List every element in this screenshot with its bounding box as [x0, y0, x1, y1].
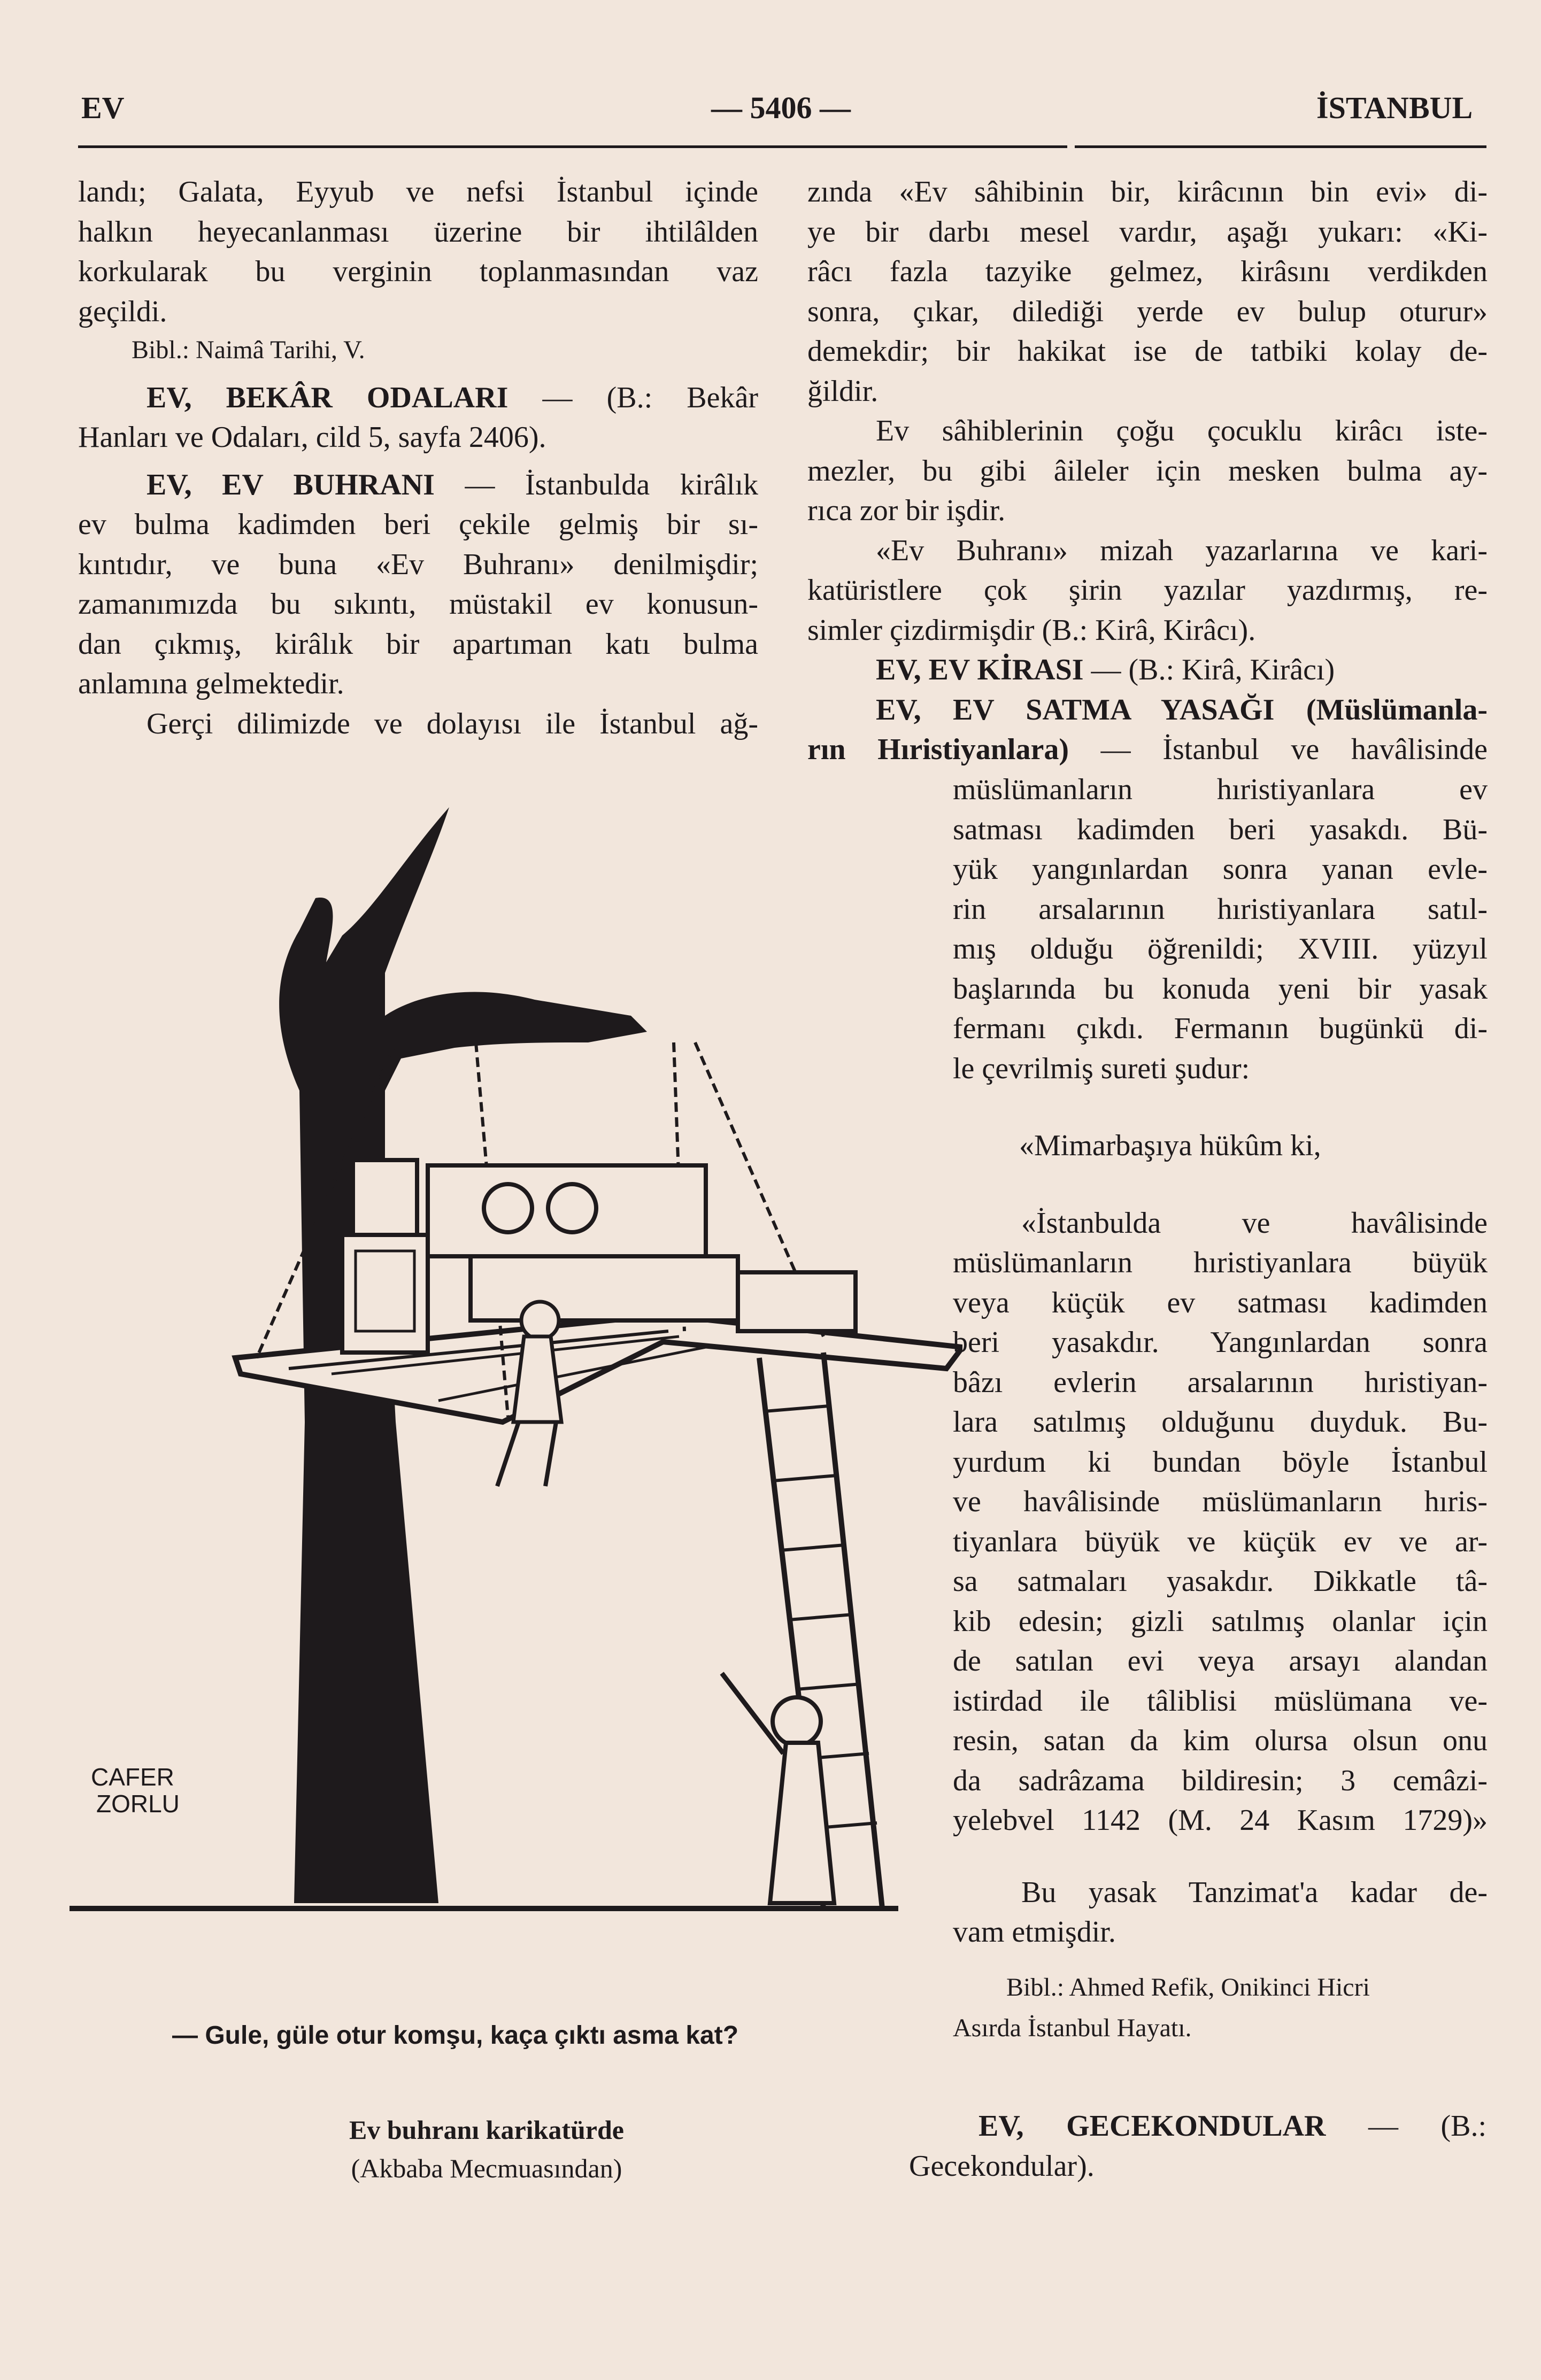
text-line: lara satılmış olduğunu duyduk. Bu- — [953, 1405, 1488, 1439]
text-line: Ev sâhiblerinin çoğu çocuklu kirâcı iste- — [876, 414, 1488, 447]
text-line: vam etmişdir. — [953, 1915, 1116, 1949]
text-line: korkularak bu verginin toplanmasından vaz — [78, 255, 758, 288]
text-line: resin, satan da kim olursa olsun onu — [953, 1724, 1488, 1757]
text-line: mezler, bu gibi âileler için mesken bulma ay- — [807, 454, 1488, 488]
text-line: sonra, çıkar, dilediği yerde ev bulup oturur» — [807, 295, 1488, 328]
text-line: yelebvel 1142 (M. 24 Kasım 1729)» — [953, 1804, 1488, 1837]
text-line: sa satmaları yasakdır. Dikkatle tâ- — [953, 1565, 1488, 1598]
text-line: yurdum ki bundan böyle İstanbul — [953, 1445, 1488, 1479]
artist-signature-line1: CAFER — [91, 1763, 174, 1791]
text-line: ve havâlisinde müslümanların hıris- — [953, 1485, 1488, 1518]
caption-title: Ev buhranı karikatürde — [349, 2115, 624, 2145]
entry-ev-satma-yasagi-title: EV, EV SATMA YASAĞI (Müslümanla- — [876, 693, 1488, 727]
entry-title: EV, EV BUHRANI — [147, 468, 435, 501]
text-line: demekdir; bir hakikat ise de tatbiki kolay de- — [807, 335, 1488, 368]
right-column-narrow — [953, 770, 1488, 1952]
text-line: ev bulma kadimden beri çekile gelmiş bir sı- — [78, 508, 758, 541]
text-line: zamanımızda bu sıkıntı, müstakil ev konusun- — [78, 588, 758, 621]
text-line: kıntıdır, ve buna «Ev Buhranı» denilmişdir; — [78, 547, 758, 581]
cartoon-illustration — [64, 791, 962, 2021]
text-line: fermanı çıkdı. Fermanın bugünkü di- — [953, 1012, 1488, 1045]
text-line: ğildir. — [807, 374, 879, 408]
entry-gecekondular: EV, GECEKONDULAR — (B.: Gecekondular). — [909, 2106, 1486, 2186]
text-line: da sadrâzama bildiresin; 3 cemâzi- — [953, 1764, 1488, 1797]
cartoon-quote: — Gule, güle otur komşu, kaça çıktı asma kat? — [172, 2021, 739, 2050]
header-right: İSTANBUL — [1316, 90, 1473, 125]
text-line: ye bir darbı mesel vardır, aşağı yukarı: «Ki- — [807, 215, 1488, 249]
text-line: tiyanlara büyük ve küçük ev ve ar- — [953, 1525, 1488, 1558]
text-line: bâzı evlerin arsalarının hıristiyan- — [953, 1365, 1488, 1399]
text-line: mış olduğu öğrenildi; XVIII. yüzyıl — [953, 932, 1488, 965]
bibliography: Bibl.: Ahmed Refik, Onikinci Hicri — [1006, 1973, 1370, 2002]
text-line: anlamına gelmektedir. — [78, 667, 344, 700]
right-bibliography — [953, 1967, 1488, 2049]
text-line: yük yangınlardan sonra yanan evle- — [953, 853, 1488, 886]
text-line: rıca zor bir işdir. — [807, 494, 1006, 527]
text-line: katüristlere çok şirin yazılar yazdırmış, re- — [807, 574, 1488, 607]
text-line: rın Hıristiyanlara) — İstanbul ve havâlisinde — [807, 733, 1488, 766]
entry-title: EV, BEKÂR ODALARI — [147, 381, 508, 414]
entry-bekar-odalari: EV, BEKÂR ODALARI — (B.: Bekâr — [147, 381, 758, 414]
text-line: dan çıkmış, kirâlık bir apartıman katı bulma — [78, 627, 758, 661]
text-line: Gerçi dilimizde ve dolayısı ile İstanbul ağ- — [147, 707, 758, 740]
text-line: istirdad ile tâliblisi müslümana ve- — [953, 1684, 1488, 1718]
text-line: Hanları ve Odaları, cild 5, sayfa 2406). — [78, 421, 546, 454]
text-line: beri yasakdır. Yangınlardan sonra — [953, 1326, 1488, 1359]
text-line: «İstanbulda ve havâlisinde — [1021, 1206, 1488, 1240]
text-line: halkın heyecanlanması üzerine bir ihtilâlden — [78, 215, 758, 249]
entry-ev-kirasi: EV, EV KİRASI — (B.: Kirâ, Kirâcı) — [876, 653, 1335, 686]
right-column — [807, 172, 1488, 770]
text-line: râcı fazla tazyike gelmez, kirâsını verdikden — [807, 255, 1488, 288]
bibliography: Bibl.: Naimâ Tarihi, V. — [132, 336, 365, 364]
closing-paragraph — [953, 1873, 1488, 1952]
bibliography: Asırda İstanbul Hayatı. — [953, 2014, 1192, 2042]
artist-signature-line2: ZORLU — [96, 1790, 180, 1818]
text-line: başlarında bu konuda yeni bir yasak — [953, 972, 1488, 1006]
page-number: — 5406 — — [711, 90, 851, 125]
text-line: landı; Galata, Eyyub ve nefsi İstanbul içinde — [78, 175, 758, 208]
mirror — [353, 1160, 417, 1235]
entry-title: EV, EV KİRASI — [876, 653, 1084, 686]
entry-ev-buhrani: EV, EV BUHRANI — İstanbulda kirâlık — [147, 468, 759, 501]
text-line: satması kadimden beri yasakdı. Bü- — [953, 813, 1488, 846]
ferman-text — [953, 1203, 1488, 1841]
header-rule-right — [1075, 145, 1486, 148]
text-line: le çevrilmiş sureti şudur: — [953, 1052, 1250, 1085]
person-neighbor-head — [521, 1302, 559, 1339]
text-line: de satılan evi veya arsayı alandan — [953, 1644, 1488, 1678]
text-line: müslümanların hıristiyanlara büyük — [953, 1246, 1488, 1279]
text-line: rin arsalarının hıristiyanlara satıl- — [953, 892, 1488, 926]
bed — [428, 1165, 706, 1256]
text-line: geçildi. — [78, 295, 167, 328]
text-line: müslümanların hıristiyanlara ev — [953, 773, 1488, 806]
caption-source: (Akbaba Mecmuasından) — [351, 2153, 622, 2183]
text-line: Gecekondular). — [909, 2149, 1095, 2183]
text-line: Bu yasak Tanzimat'a kadar de- — [1021, 1875, 1488, 1909]
text-line: «Ev Buhranı» mizah yazarlarına ve kari- — [876, 534, 1488, 567]
header-left: EV — [81, 90, 125, 125]
person-woman-head — [773, 1697, 821, 1745]
left-column — [78, 172, 758, 744]
text-line: kib edesin; gizli satılmış olanlar için — [953, 1604, 1488, 1638]
text-line: simler çizdirmişdir (B.: Kirâ, Kirâcı). — [807, 613, 1256, 647]
ferman-opening: «Mimarbaşıya hükûm ki, — [1019, 1129, 1321, 1162]
sofa — [738, 1272, 856, 1331]
header-rule-left — [78, 145, 1067, 148]
entry-title: EV, GECEKONDULAR — [978, 2109, 1326, 2143]
text-line: zında «Ev sâhibinin bir, kirâcının bin evi» di- — [807, 175, 1488, 208]
text-line: veya küçük ev satması kadimden — [953, 1286, 1488, 1319]
